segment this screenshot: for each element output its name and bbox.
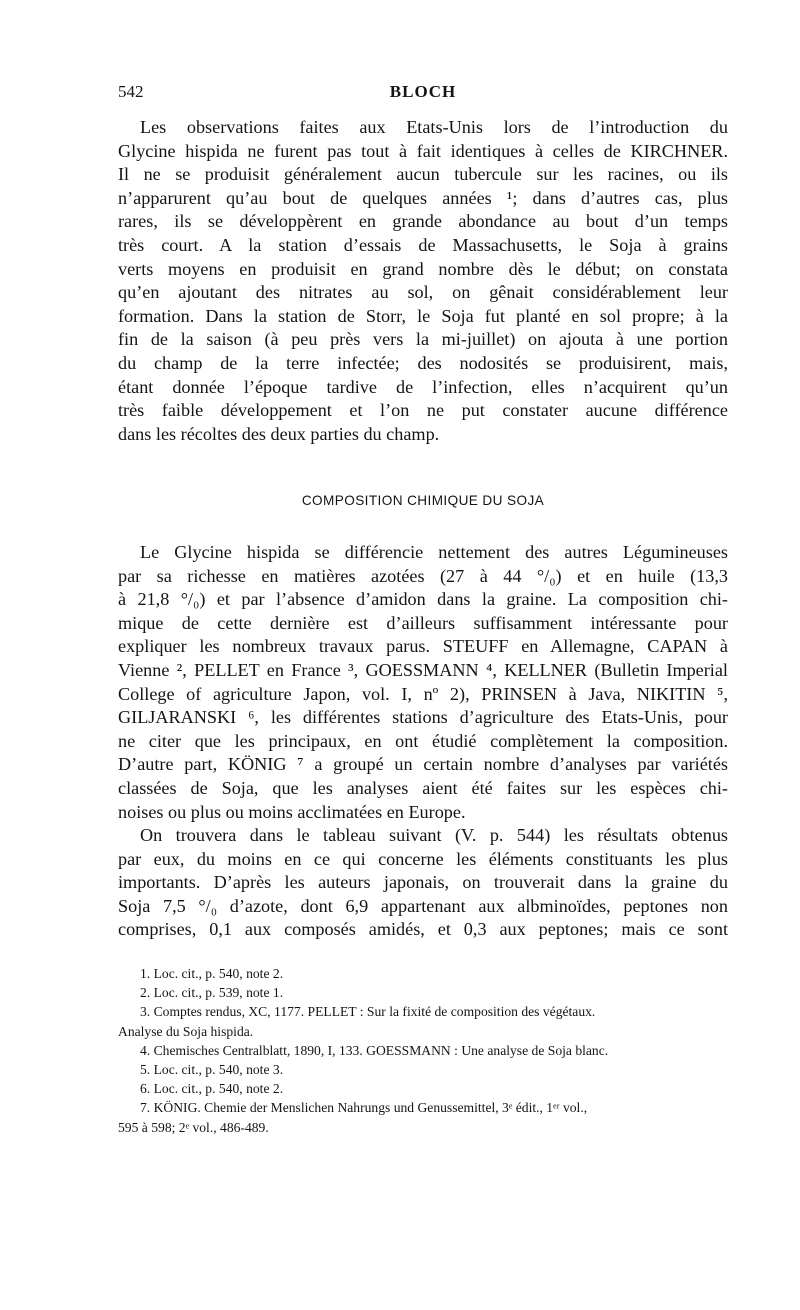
text-line: qu’en ajoutant des nitrates au sol, on gênait considérablement leur — [118, 282, 728, 303]
text-line: importants. D’après les auteurs japonais, on trouverait dans la graine du — [118, 872, 728, 893]
running-title: BLOCH — [389, 82, 457, 101]
text-line: par sa richesse en matières azotées (27 à 44 °/₀) et en huile (13,3 — [118, 565, 728, 586]
text-line: rares, ils se développèrent en grande abondance au bout d’un temps — [118, 211, 728, 232]
text-line: Vienne ², PELLET en France ³, GOESSMANN ⁴, KELLNER (Bulletin Imperial — [118, 659, 728, 680]
footnote-continuation: Analyse du Soja hispida. — [118, 1023, 254, 1039]
text-line: mique de cette dernière est d’ailleurs suffisamment intéressante pour — [118, 612, 728, 633]
text-line: fin de la saison (à peu près vers la mi-juillet) on ajouta à une portion — [118, 329, 728, 350]
text-line: à 21,8 °/₀) et par l’absence d’amidon dans la graine. La composition chi- — [118, 589, 728, 610]
page-number: 542 — [118, 82, 144, 101]
text-line: Il ne se produisit généralement aucun tubercule sur les racines, ou ils — [118, 164, 728, 185]
text-line: noises ou plus ou moins acclimatées en Europe. — [118, 801, 466, 822]
text-line: par eux, du moins en ce qui concerne les éléments constituants les plus — [118, 848, 728, 869]
running-head — [118, 80, 728, 104]
footnote-continuation: 595 à 598; 2ᵉ vol., 486-489. — [118, 1119, 269, 1135]
text-line: Soja 7,5 °/₀ d’azote, dont 6,9 appartenant aux albminoïdes, peptones non — [118, 895, 728, 916]
footnotes — [118, 964, 728, 1137]
text-line: très court. A la station d’essais de Massachusetts, le Soja à grains — [118, 234, 728, 255]
paragraph-1 — [118, 116, 728, 446]
text-line: On trouvera dans le tableau suivant (V. p. 544) les résultats obtenus — [140, 825, 728, 845]
footnote: 2. Loc. cit., p. 539, note 1. — [140, 985, 284, 1001]
text-line: étant donnée l’époque tardive de l’infection, elles n’acquirent qu’un — [118, 376, 728, 397]
footnote: 5. Loc. cit., p. 540, note 3. — [140, 1061, 284, 1077]
text-line: dans les récoltes des deux parties du champ. — [118, 423, 440, 444]
footnote: 7. KÖNIG. Chemie der Menslichen Nahrungs und Genussemittel, 3ᵉ édit., 1ᵉʳ vol., — [140, 1100, 588, 1116]
text-line: D’autre part, KÖNIG ⁷ a groupé un certain nombre d’analyses par variétés — [118, 754, 728, 775]
text-line: expliquer les nombreux travaux parus. STEUFF en Allemagne, CAPAN à — [118, 636, 728, 657]
text-line: formation. Dans la station de Storr, le Soja fut planté en sol propre; à la — [118, 305, 728, 326]
text-line: GILJARANSKI ⁶, les différentes stations d’agriculture des Etats-Unis, pour — [118, 707, 728, 728]
text-line: comprises, 0,1 aux composés amidés, et 0,3 aux peptones; mais ce sont — [118, 919, 728, 940]
footnote: 3. Comptes rendus, XC, 1177. PELLET : Sur la fixité de composition des végétaux. — [140, 1004, 596, 1020]
text-line: du champ de la terre infectée; des nodosités se produisirent, mais, — [118, 352, 728, 373]
text-line: Glycine hispida ne furent pas tout à fait identiques à celles de KIRCHNER. — [118, 140, 728, 161]
footnote: 4. Chemisches Centralblatt, 1890, I, 133. GOESSMANN : Une analyse de Soja blanc. — [140, 1042, 609, 1058]
text-line: verts moyens en produisit en grand nombre dès le début; on constata — [118, 258, 728, 279]
text-line: College of agriculture Japon, vol. I, nº 2), PRINSEN à Java, NIKITIN ⁵, — [118, 683, 728, 704]
paragraph-2 — [118, 541, 728, 824]
text-line: Les observations faites aux Etats-Unis lors de l’introduction du — [140, 117, 728, 137]
footnote: 6. Loc. cit., p. 540, note 2. — [140, 1081, 284, 1097]
text-line: n’apparurent qu’au bout de quelques années ¹; dans d’autres cas, plus — [118, 187, 728, 208]
section-heading: COMPOSITION CHIMIQUE DU SOJA — [301, 493, 545, 508]
text-line: très faible développement et l’on ne put constater aucune différence — [118, 400, 728, 421]
text-line: ne citer que les principaux, en ont étudié complètement la composition. — [118, 730, 728, 751]
paragraph-3 — [118, 824, 728, 942]
text-line: classées de Soja, que les analyses aient été faites sur les espèces chi- — [118, 777, 728, 798]
footnote: 1. Loc. cit., p. 540, note 2. — [140, 966, 284, 981]
text-line: Le Glycine hispida se différencie nettement des autres Légumineuses — [140, 542, 728, 562]
